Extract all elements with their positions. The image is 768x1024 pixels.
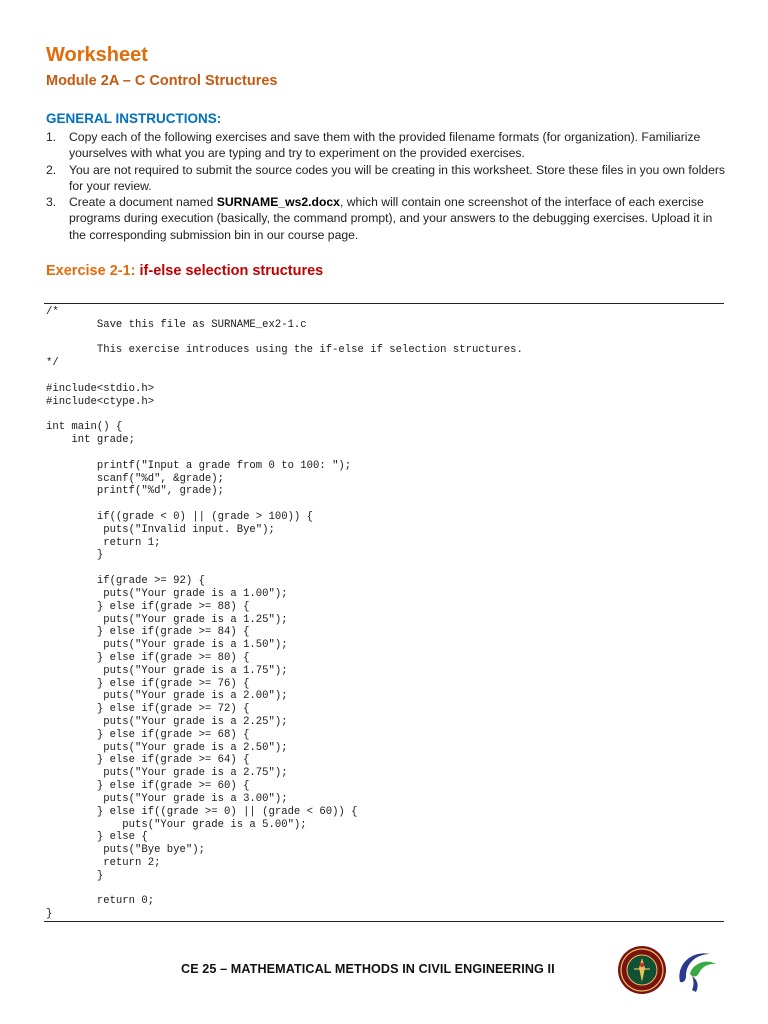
instruction-text: Create a document named: [69, 195, 217, 210]
footer-course-title: CE 25 – MATHEMATICAL METHODS IN CIVIL ENGINEERING II: [181, 962, 555, 976]
instruction-number: 3.: [46, 195, 57, 210]
university-seal-logo: [617, 945, 667, 995]
code-block: /* Save this file as SURNAME_ex2-1.c This exercise introduces using the if-else if selection structures. */ #include<stdio.h> #include<ctype.h> int main() { int grade; printf("Input a grade from 0 to 100: "); scanf("%d", &grade); printf("%d", grade); if((grade < 0) || (grade > 100)) { puts("Invalid input. Bye"); return 1; } if(grade >= 92) { puts("Your grade is a 1.00"); } else if(grade >= 88) { puts("Your grade is a 1.25"); } else if(grade >= 84) { puts("Your grade is a 1.50"); } else if(grade >= 80) { puts("Your grade is a 1.75"); } else if(grade >= 76) { puts("Your grade is a 2.00"); } else if(grade >= 72) { puts("Your grade is a 2.25"); } else if(grade >= 68) { puts("Your grade is a 2.50"); } else if(grade >= 64) { puts("Your grade is a 2.75"); } else if(grade >= 60) { puts("Your grade is a 3.00"); } else if((grade >= 0) || (grade < 60)) { puts("Your grade is a 5.00"); } else { puts("Bye bye"); return 2; } return 0; }: [46, 306, 523, 921]
instructions-heading: GENERAL INSTRUCTIONS:: [46, 111, 222, 126]
instruction-item: [46, 194, 726, 243]
instruction-text-continued: , which will contain one screenshot of the interface of each exercise programs during execution (basically, the command prompt), and your answers to the debugging exercises. Upload it in the corresponding submission bin in our course page.: [69, 195, 713, 242]
instruction-number: 1.: [46, 130, 57, 144]
exercise-label: Exercise 2-1:: [46, 263, 136, 279]
instructions-list: [46, 129, 726, 243]
instruction-number: 2.: [46, 162, 57, 177]
code-top-rule: [44, 303, 724, 304]
instruction-text: Copy each of the following exercises and save them with the provided filename formats (for organization). Familiarize yourselves with what you are typing and try to experiment on the provided exercises.: [69, 130, 701, 161]
exercise-topic: if-else selection structures: [139, 263, 324, 279]
instruction-filename: SURNAME_ws2.docx: [216, 195, 340, 210]
code-bottom-rule: [44, 921, 724, 922]
instruction-item: [46, 162, 726, 195]
worksheet-title: Worksheet: [46, 44, 148, 66]
instruction-text: You are not required to submit the source codes you will be creating in this worksheet. Store these files in you own folders for your review.: [69, 162, 725, 193]
swoosh-brand-logo: [672, 946, 722, 996]
instruction-item: [46, 129, 726, 162]
exercise-heading: [46, 263, 323, 279]
module-subtitle: Module 2A – C Control Structures: [46, 73, 278, 89]
